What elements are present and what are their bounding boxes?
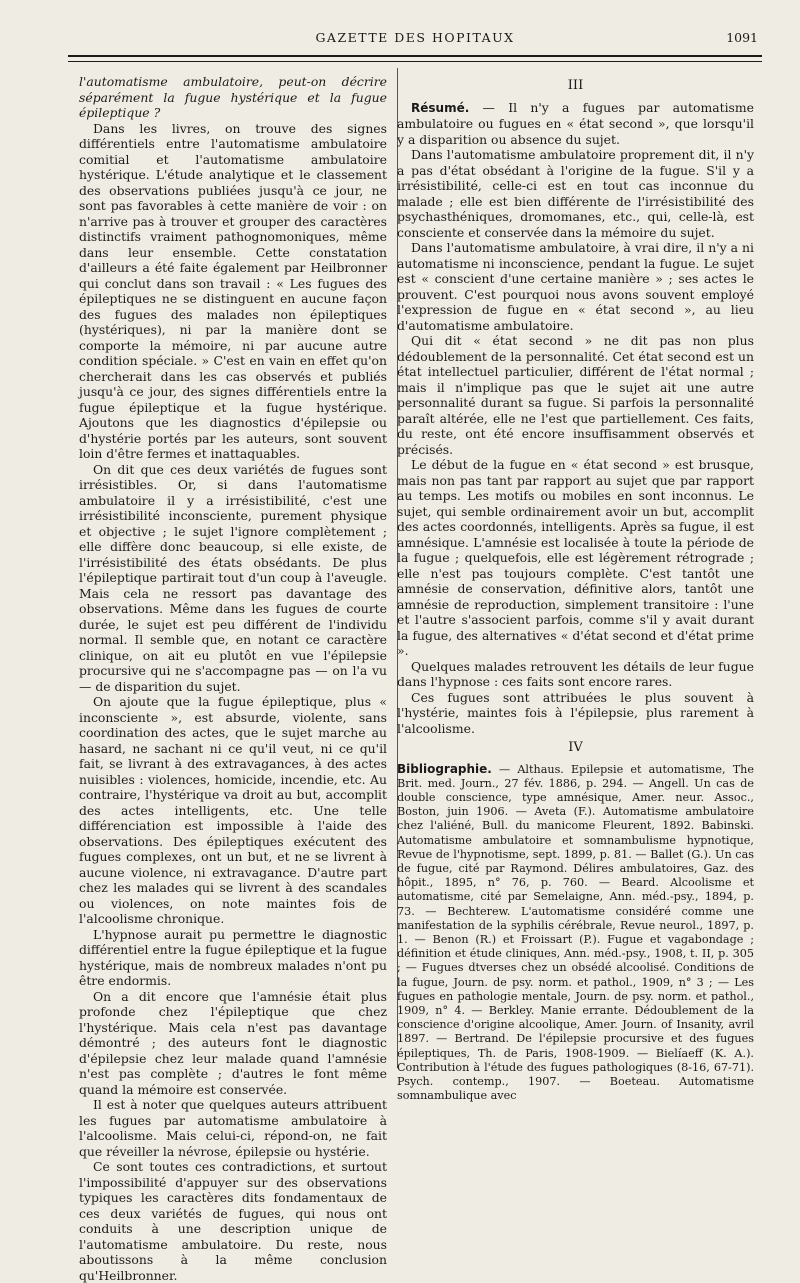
paragraph: Il est à noter que quelques auteurs attribuent les fugues par automatisme ambulatoire à l'alcoolisme. Mais celui-ci, répond-on, ne fait que réveiller la névrose, épilepsie ou hystérie. <box>79 1097 387 1159</box>
right-column <box>397 74 754 1103</box>
paragraph: Dans les livres, on trouve des signes différentiels entre l'automatisme ambulatoire comitial et l'automatisme ambulatoire hystérique. L'étude analytique et le classement des observations publiées jusqu'à ce jour, ne sont pas favorables à cette manière de voir : on n'arrive pas à trouver et grouper des caractères distinctifs vraiment pathognomoniques, même dans leur ensemble. Cette constatation d'ailleurs a été faite également par Heilbronner qui conclut dans son travail : « Les fugues des épileptiques ne se distinguent en aucune façon des fugues des malades non épileptiques (hystériques), ni par la manière dont se comporte la mémoire, ni par aucune autre condition spéciale. » C'est en vain en effet qu'on chercherait dans les cas observés et publiés jusqu'à ce jour, des signes différentiels entre la fugue épileptique et la fugue hystérique. Ajoutons que les diagnostics d'épilepsie ou d'hystérie portés par les auteurs, sont souvent loin d'être fermes et inattaquables. <box>79 120 387 461</box>
section-number-4: IV <box>568 740 583 755</box>
paragraph: Quelques malades retrouvent les détails de leur fugue dans l'hypnose : ces faits sont encore rares. <box>397 658 754 689</box>
header-rule-thick <box>68 55 762 57</box>
paragraph: On ajoute que la fugue épileptique, plus « inconsciente », est absurde, violente, sans coordination des actes, que le sujet marche au hasard, ne sachant ni ce qu'il veut, ni ce qu'il fait, se livrant à des extravagances, à des actes nuisibles : violences, homicide, incendie, etc. Au contraire, l'hystérique va droit au but, accomplit des actes intelligents, etc. Une telle différenciation est impossible à l'aide des observations. Des épileptiques exécutent des fugues complexes, ont un but, et ne se livrent à aucune violence, ni extravagance. D'autre part chez les malades qui se livrent à des scandales ou violences, on note maintes fois de l'alcoolisme chronique. <box>79 694 387 926</box>
paragraph: Ce sont toutes ces contradictions, et surtout l'impossibilité d'appuyer sur des observations typiques les caractères dits fondamentaux de ces deux variétés de fugues, qui nous ont conduits à une description unique de l'automatisme ambulatoire. Du reste, nous aboutissons à la même conclusion qu'Heilbronner. <box>79 1159 387 1283</box>
journal-title: GAZETTE DES HOPITAUX <box>315 30 515 45</box>
header-rule-thin <box>68 61 762 62</box>
left-column <box>79 74 387 1283</box>
paragraph: Le début de la fugue en « état second » est brusque, mais non pas tant par rapport au sujet que par rapport au temps. Les motifs ou mobiles en sont inconnus. Le sujet, qui semble ordinairement avoir un but, accomplit des actes coordonnés, intelligents. Après sa fugue, il est amnésique. L'amnésie est localisée à toute la période de la fugue ; quelquefois, elle est légèrement rétrograde ; elle n'est pas toujours complète. C'est tantôt une amnésie de conservation, définitive alors, tantôt une amnésie de reproduction, simplement transitoire : l'une et l'autre s'associent parfois, comme s'il y avait durant la fugue, des alternatives « d'état second et d'état prime ». <box>397 457 754 658</box>
paragraph: Qui dit « état second » ne dit pas non plus dédoublement de la personnalité. Cet état second est un état intellectuel particulier, différent de l'état normal ; mais il n'implique pas que le sujet ait une autre personnalité durant sa fugue. Si parfois la personnalité paraît altérée, elle ne l'est que partiellement. Ces faits, du reste, ont été encore insuffisamment observés et précisés. <box>397 333 754 457</box>
page-number: 1091 <box>726 30 758 45</box>
paragraph: On dit que ces deux variétés de fugues sont irrésistibles. Or, si dans l'automatisme ambulatoire il y a irrésistibilité, c'est une irrésistibilité inconsciente, purement physique et objective ; le sujet l'ignore complètement ; elle diffère donc beaucoup, si elle existe, de l'irrésistibilité des états obsédants. De plus l'épileptique partirait tout d'un coup à l'aveugle. Mais cela ne ressort pas davantage des observations. Même dans les fugues de courte durée, le sujet est peu différent de l'individu normal. Il semble que, en notant ce caractère clinique, on ait eu plutôt en vue l'épilepsie procursive qui ne s'accompagne pas — on l'a vu — de disparition du sujet. <box>79 461 387 694</box>
resume-label: Résumé. <box>411 100 470 115</box>
paragraph: Dans l'automatisme ambulatoire, à vrai dire, il n'y a ni automatisme ni inconscience, pendant la fugue. Le sujet est « conscient d'une certaine manière » ; ses actes le prouvent. C'est pourquoi nous avons souvent employé l'expression de fugue en « état second », au lieu d'automatisme ambulatoire. <box>397 240 754 333</box>
paragraph: Dans l'automatisme ambulatoire proprement dit, il n'y a pas d'état obsédant à l'origine de la fugue. S'il y a irrésistibilité, celle-ci est en tout cas inconnue du malade ; elle est bien différente de l'irrésistibilité des psychasthéniques, dromomanes, etc., qui, celle-là, est consciente et conservée dans la mémoire du sujet. <box>397 147 754 240</box>
paragraph: — Il n'y a fugues par automatisme ambulatoire ou fugues en « état second », que lorsqu'il y a disparition ou absence du sujet. <box>397 99 754 147</box>
bibliography-text: — Althaus. Epilepsie et automatisme, The Brit. med. Journ., 27 fév. 1886, p. 294. — Angell. Un cas de double conscience, type amnésique, Amer. neur. Assoc., Boston, juin 1906. — Aveta (F.). Automatisme ambulatoire chez l'aliéné, Bull. du manicome Fleurent, 1892. Babinski. Automatisme ambulatoire et somnambulisme hypnotique, Revue de l'hypnotisme, sept. 1899, p. 81. — Ballet (G.). Un cas de fugue, cité par Raymond. Délires ambulatoires, Gaz. des hôpit., 1895, n° 76, p. 760. — Beard. Alcoolisme et automatisme, cité par Semelaigne, Ann. méd.-psy., 1894, p. 73. — Bechterew. L'automatisme considéré comme une manifestation de la syphilis cérébrale, Revue neurol., 1897, p. 1. — Benon (R.) et Froissart (P.). Fugue et vagabondage ; définition et étude cliniques, Ann. méd.-psy., 1908, t. II, p. 305 ; — Fugues dtverses chez un obsédé alcoolisé. Conditions de la fugue, Journ. de psy. norm. et pathol., 1909, n° 3 ; — Les fugues en pathologie mentale, Journ. de psy. norm. et pathol., 1909, n° 4. — Berkley. Manie errante. Dédoublement de la conscience d'origine alcoolique, Amer. Journ. of Insanity, avril 1897. — Bertrand. De l'épilepsie procursive et des fugues épileptiques, Th. de Paris, 1908-1909. — Bielíaeff (K. A.). Contribution à l'étude des fugues pathologiques (8-16, 67-71). Psych. contemp., 1907. — Boeteau. Automatisme somnambulique avec <box>397 762 754 1103</box>
section-heading: l'automatisme ambulatoire, peut-on décrire séparément la fugue hystérique et la fugue épileptique ? <box>79 74 387 120</box>
bibliography-label: Bibliographie. <box>397 761 492 776</box>
paragraph: Ces fugues sont attribuées le plus souvent à l'hystérie, maintes fois à l'épilepsie, plus rarement à l'alcoolisme. <box>397 689 754 736</box>
paragraph: L'hypnose aurait pu permettre le diagnostic différentiel entre la fugue épileptique et la fugue hystérique, mais de nombreux malades n'ont pu être endormis. <box>79 926 387 988</box>
running-header <box>70 30 760 52</box>
section-number-3: III <box>567 78 584 93</box>
paragraph: On a dit encore que l'amnésie était plus profonde chez l'épileptique que chez l'hystérique. Mais cela n'est pas davantage démontré ; des auteurs font le diagnostic d'épilepsie chez leur malade quand l'amnésie n'est pas complète ; d'autres le font même quand la mémoire est conservée. <box>79 988 387 1097</box>
